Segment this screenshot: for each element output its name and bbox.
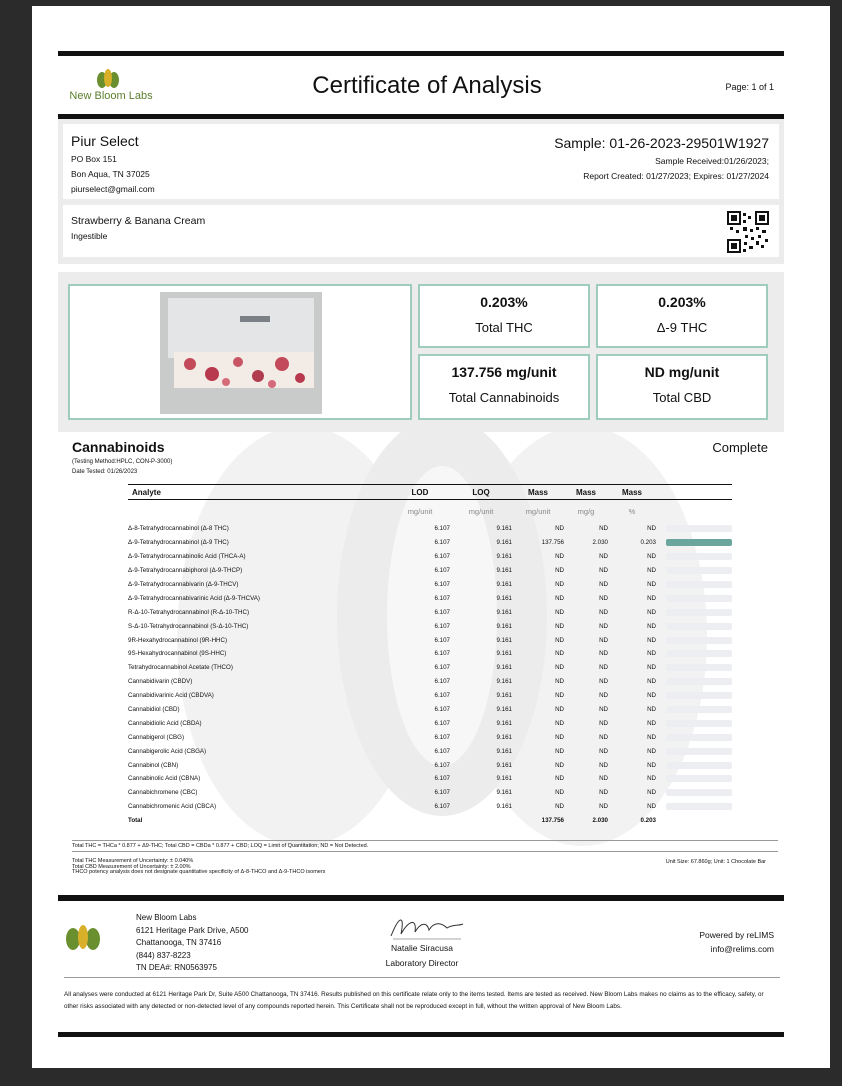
table-row [128,619,732,633]
lod-value: 6.107 [434,567,450,575]
mass-g-value: ND [599,692,608,700]
testing-method: (Testing Method:HPLC, CON-P-3000) [72,459,173,465]
footer-lab-logo-icon [64,923,102,953]
analyte-name: S-Δ-10-Tetrahydrocannabinol (S-Δ-10-THC) [128,622,249,630]
total-cbd-value: ND mg/unit [644,364,720,380]
director-name: Natalie Siracusa [391,943,453,953]
mass-unit-value: ND [555,567,564,575]
analyte-name: Cannabichromenic Acid (CBCA) [128,803,217,811]
loq-value: 9.161 [496,678,512,686]
table-row [128,703,732,717]
formula-footnote: Total THC = THCa * 0.877 + Δ9-THC; Total CBD = CBDa * 0.877 + CBD; LOQ = Limit of Quantitation; ND = Not Detected. [72,843,369,849]
cannabinoid-table [128,484,732,828]
mass-pct-value: ND [647,650,656,658]
mass-bar [666,623,732,630]
analyte-name: Tetrahydrocannabinol Acetate (THCO) [128,664,233,672]
mass-bar [666,664,732,671]
lod-value: 6.107 [434,594,450,602]
page-number: Page: 1 of 1 [725,82,774,92]
loq-value: 9.161 [496,636,512,644]
footer-dea: TN DEA#: RN0563975 [136,963,217,972]
delta9-thc-box [596,284,768,348]
loq-value: 9.161 [496,553,512,561]
loq-value: 9.161 [496,789,512,797]
mass-unit-value: ND [555,678,564,686]
lod-value: 6.107 [434,650,450,658]
total-row [128,814,732,828]
table-row [128,772,732,786]
total-cbd-label: Total CBD [652,390,712,405]
unit-mass-g: mg/g [577,506,595,516]
analyte-name: Cannabinol (CBN) [128,761,179,769]
lod-value: 6.107 [434,539,450,547]
loq-value: 9.161 [496,622,512,630]
mass-bar [666,789,732,796]
table-row [128,578,732,592]
mass-unit-value: ND [555,553,564,561]
lod-value: 6.107 [434,692,450,700]
mass-g-value: ND [599,719,608,727]
loq-value: 9.161 [496,608,512,616]
mass-unit-value: ND [555,608,564,616]
header-analyte: Analyte [128,485,390,500]
lod-value: 6.107 [434,525,450,533]
mass-g-value: ND [599,636,608,644]
mass-g-value: ND [599,608,608,616]
analyte-name: Cannabidivarinic Acid (CBDVA) [128,692,214,700]
mass-bar [666,734,732,741]
loq-value [450,814,512,828]
mass-unit-value: ND [555,733,564,741]
mass-unit-value: ND [555,581,564,588]
total-cannabinoids-label: Total Cannabinoids [448,390,560,405]
document-title: Certificate of Analysis [312,72,542,99]
table-row [128,744,732,758]
mass-pct-value: ND [647,692,656,700]
mass-pct-value: ND [647,636,656,644]
header-loq: LOQ [450,485,512,500]
section-title: Cannabinoids [72,439,165,455]
lod-value: 6.107 [434,761,450,769]
footer-phone: (844) 837-8223 [136,950,191,960]
total-thc-value: 0.203% [480,294,528,310]
uncertainty-thc: Total THC Measurement of Uncertainty: ± 0.040% [72,858,194,864]
powered-by-text: Powered by reLIMS [699,930,774,940]
director-signature [387,912,467,944]
mass-pct-value: ND [647,747,656,755]
mass-bar [666,609,732,616]
product-name: Strawberry & Banana Cream [71,215,206,227]
uncertainty-cbd: Total CBD Measurement of Uncertainty: ± 2.00% [72,863,191,870]
mass-bar [666,581,732,588]
mass-pct-value: ND [647,553,656,561]
mass-g-value: ND [599,664,608,672]
client-address-1: PO Box 151 [71,154,117,164]
loq-value: 9.161 [496,650,512,658]
client-panel [58,119,784,264]
unit-lod: mg/unit [407,506,433,516]
table-row [128,689,732,703]
mass-unit-value: ND [555,761,564,769]
director-title: Laboratory Director [385,958,459,968]
section-status: Complete [712,440,768,455]
analyte-name: Δ-9-Tetrahydrocannabinol (Δ-9 THC) [128,539,229,547]
table-row [128,550,732,564]
mass-bar [666,637,732,644]
header-mass-unit: Mass [512,485,564,500]
client-name: Piur Select [71,133,139,149]
loq-value: 9.161 [496,525,512,533]
lab-logo-icon [95,68,121,90]
mass-bar [666,803,732,810]
mass-g-value: 2.030 [592,539,608,547]
lod-value: 6.107 [434,664,450,672]
table-row [128,786,732,800]
loq-value: 9.161 [496,775,512,783]
analyte-name: Cannabidiolic Acid (CBDA) [128,719,202,727]
client-address-2: Bon Aqua, TN 37025 [71,169,150,179]
mass-bar [666,692,732,699]
table-row [128,716,732,730]
total-cbd-box [596,354,768,420]
lod-value: 6.107 [434,706,450,714]
thco-note: THCO potency analysis does not designate quantitative specificity of Δ-8-THCO and Δ-9-THCO isomers [72,869,326,875]
mass-unit-value: 137.756 [541,817,564,825]
disclaimer: All analyses were conducted at 6121 Heritage Park Dr, Suite A500 Chattanooga, TN 37416. Results published on this certificate relate only to the items tested. Items are tested as received. New Bloom Labs makes no claims as to the efficacy, safety, or other risks associated with any detected or non-detected level of any compounds reported herein. This Certificate shall not be reproduced except in full, without the written approval of New Bloom Labs. [64,991,764,1010]
lod-value: 6.107 [434,789,450,797]
delta9-thc-value: 0.203% [658,294,706,310]
mass-pct-value: ND [647,608,656,616]
analyte-name: 9R-Hexahydrocannabinol (9R-HHC) [128,636,228,644]
mass-g-value: ND [599,733,608,741]
mass-unit-value: ND [555,747,564,755]
mass-unit-value: ND [555,525,564,533]
analyte-name: Δ-9-Tetrahydrocannabivarin (Δ-9-THCV) [128,581,239,588]
mass-pct-value: ND [647,706,656,714]
header-mass-g: Mass [564,485,608,500]
analyte-name: Total [128,817,143,825]
mass-g-value: ND [599,622,608,630]
lod-value: 6.107 [434,719,450,727]
sample-received: Sample Received:01/26/2023; [655,156,769,166]
lod-value: 6.107 [434,608,450,616]
table-row [128,661,732,675]
footer-street: 6121 Heritage Park Drive, A500 [136,925,249,935]
unit-mass-pct: % [628,506,636,516]
lab-logo-text: New Bloom Labs [69,90,153,102]
mass-unit-value: ND [555,775,564,783]
sample-id: Sample: 01-26-2023-29501W1927 [554,135,769,151]
table-row [128,522,732,536]
mass-pct-value: 0.203 [640,817,656,825]
mass-bar [666,748,732,755]
lod-value: 6.107 [434,678,450,686]
unit-size: Unit Size: 67.860g; Unit: 1 Chocolate Bar [665,859,766,865]
mass-unit-value: 137.756 [541,539,564,547]
analyte-name: Δ-9-Tetrahydrocannabivarinic Acid (Δ-9-THCVA) [128,594,260,602]
product-photo-box [68,284,412,420]
mass-pct-value: ND [647,567,656,575]
analyte-name: Cannabidiol (CBD) [128,706,180,714]
mass-bar [666,567,732,574]
powered-by-email[interactable]: info@relims.com [710,944,774,954]
mass-pct-value: ND [647,622,656,630]
mass-pct-value: ND [647,733,656,741]
table-row [128,633,732,647]
table-row [128,564,732,578]
table-row [128,800,732,814]
mass-unit-value: ND [555,789,564,797]
delta9-thc-label: Δ-9 THC [656,320,708,335]
lod-value: 6.107 [434,733,450,741]
analyte-name: Cannabigerol (CBG) [128,733,185,741]
mass-g-value: ND [599,706,608,714]
lod-value [390,814,450,828]
table-row [128,730,732,744]
product-photo [160,292,322,414]
uncertainty-notes [72,859,325,876]
mass-pct-value: ND [647,678,656,686]
footer-lab-address [136,912,249,975]
mass-unit-value: ND [555,706,564,714]
lod-value: 6.107 [434,747,450,755]
report-created: Report Created: 01/27/2023; Expires: 01/27/2024 [583,171,769,181]
footer-lab-name: New Bloom Labs [136,913,197,922]
mass-unit-value: ND [555,692,564,700]
mass-bar [666,525,732,532]
lod-value: 6.107 [434,622,450,630]
mass-unit-value: ND [555,594,564,602]
analyte-name: Δ-8-Tetrahydrocannabinol (Δ-8 THC) [128,525,229,533]
unit-loq: mg/unit [468,506,494,516]
mass-pct-value: ND [647,525,656,533]
mass-g-value: ND [599,581,608,588]
mass-pct-value: ND [647,803,656,811]
mass-bar [666,539,732,546]
mass-g-value: ND [599,594,608,602]
mass-pct-value: ND [647,761,656,769]
footer-city: Chattanooga, TN 37416 [136,938,222,947]
total-thc-label: Total THC [475,320,533,335]
loq-value: 9.161 [496,803,512,811]
table-row [128,675,732,689]
mass-unit-value: ND [555,650,564,658]
total-cannabinoids-value: 137.756 mg/unit [451,364,557,380]
mass-pct-value: ND [647,775,656,783]
mass-g-value: 2.030 [592,817,608,825]
analyte-name: Cannabichromene (CBC) [128,789,198,797]
summary-panel [58,272,784,432]
mass-g-value: ND [599,789,608,797]
unit-mass-unit: mg/unit [525,506,551,516]
loq-value: 9.161 [496,664,512,672]
analyte-name: Δ-9-Tetrahydrocannabinolic Acid (THCA-A) [128,553,246,561]
analyte-name: Cannabidivarin (CBDV) [128,678,193,686]
mass-g-value: ND [599,803,608,811]
mass-pct-value: ND [647,664,656,672]
loq-value: 9.161 [496,719,512,727]
date-tested: Date Tested: 01/26/2023 [72,469,138,475]
total-thc-box [418,284,590,348]
analyte-name: R-Δ-10-Tetrahydrocannabinol (R-Δ-10-THC) [128,608,250,616]
header-bar [656,485,732,500]
mass-bar [666,650,732,657]
analyte-name: Cannabinolic Acid (CBNA) [128,775,201,783]
mass-bar [666,553,732,560]
loq-value: 9.161 [496,706,512,714]
product-type: Ingestible [71,231,108,241]
table-row [128,591,732,605]
mass-unit-value: ND [555,636,564,644]
loq-value: 9.161 [496,747,512,755]
mass-bar [666,775,732,782]
lod-value: 6.107 [434,636,450,644]
lod-value: 6.107 [434,581,450,588]
units-row [128,500,732,523]
mass-bar [666,762,732,769]
powered-by [699,928,774,956]
mass-bar [666,706,732,713]
mass-g-value: ND [599,775,608,783]
table-header-row [128,485,732,500]
table-row [128,536,732,550]
analyte-name: Cannabigerolic Acid (CBGA) [128,747,207,755]
loq-value: 9.161 [496,692,512,700]
mass-g-value: ND [599,525,608,533]
mass-g-value: ND [599,747,608,755]
total-cannabinoids-box [418,354,590,420]
mass-pct-value: ND [647,594,656,602]
header-mass-pct: Mass [608,485,656,500]
mass-bar [666,595,732,602]
mass-g-value: ND [599,567,608,575]
table-row [128,605,732,619]
loq-value: 9.161 [496,733,512,741]
table-row [128,647,732,661]
analyte-name: Δ-9-Tetrahydrocannabiphorol (Δ-9-THCP) [128,567,243,575]
mass-unit-value: ND [555,719,564,727]
table-row [128,758,732,772]
mass-unit-value: ND [555,622,564,630]
loq-value: 9.161 [496,581,512,588]
mass-pct-value: ND [647,789,656,797]
lod-value: 6.107 [434,553,450,561]
mass-pct-value: ND [647,581,656,588]
client-email: piurselect@gmail.com [71,184,155,194]
certificate-page [32,6,830,1068]
analyte-name: 9S-Hexahydrocannabinol (9S-HHC) [128,650,227,658]
header-lod: LOD [390,485,450,500]
mass-pct-value: ND [647,719,656,727]
mass-bar [666,678,732,685]
mass-unit-value: ND [555,664,564,672]
loq-value: 9.161 [496,539,512,547]
lod-value: 6.107 [434,775,450,783]
qr-code-icon[interactable] [727,211,769,253]
mass-pct-value: 0.203 [640,539,656,547]
mass-g-value: ND [599,761,608,769]
mass-g-value: ND [599,553,608,561]
loq-value: 9.161 [496,761,512,769]
loq-value: 9.161 [496,567,512,575]
mass-unit-value: ND [555,803,564,811]
lod-value: 6.107 [434,803,450,811]
loq-value: 9.161 [496,594,512,602]
mass-g-value: ND [599,678,608,686]
mass-bar [666,720,732,727]
mass-g-value: ND [599,650,608,658]
